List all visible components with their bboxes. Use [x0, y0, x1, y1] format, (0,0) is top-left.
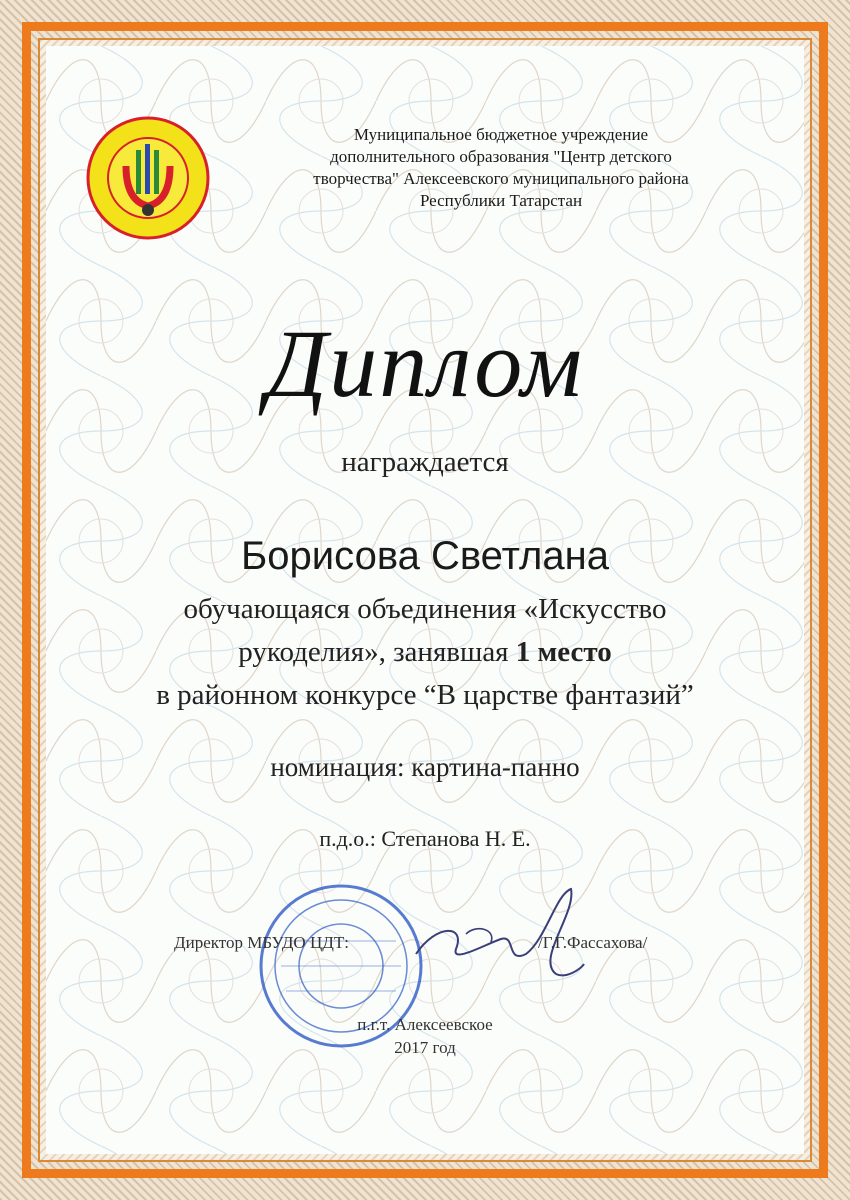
- director-name: /Г.Г.Фассахова/: [538, 933, 648, 952]
- description-line: в районном конкурсе “В царстве фантазий”: [156, 679, 694, 711]
- nomination: номинация: картина-панно: [270, 752, 580, 782]
- org-line: Республики Татарстан: [419, 191, 583, 210]
- diploma-content: [46, 46, 804, 1154]
- description-text: рукоделия», занявшая: [238, 636, 516, 668]
- teacher-name: п.д.о.: Степанова Н. Е.: [319, 826, 531, 851]
- place-highlight: 1 место: [515, 636, 612, 668]
- organization-name: [256, 124, 746, 212]
- recipient-name: Борисова Светлана: [241, 534, 609, 578]
- footer-year: 2017 год: [394, 1038, 456, 1057]
- org-line: дополнительного образования "Центр детского: [330, 147, 672, 166]
- awarded-text: награждается: [341, 446, 509, 478]
- description-line: [46, 631, 804, 674]
- organization-logo: [86, 116, 210, 240]
- description-line: обучающаяся объединения «Искусство: [183, 593, 667, 625]
- director-label: Директор МБУДО ЦДТ:: [174, 933, 349, 952]
- org-line: творчества" Алексеевского муниципального района: [313, 169, 689, 188]
- award-description: [46, 588, 804, 717]
- diploma-title: Диплом: [266, 310, 584, 417]
- org-line: Муниципальное бюджетное учреждение: [353, 125, 649, 144]
- footer-place: п.г.т. Алексеевское: [357, 1015, 493, 1034]
